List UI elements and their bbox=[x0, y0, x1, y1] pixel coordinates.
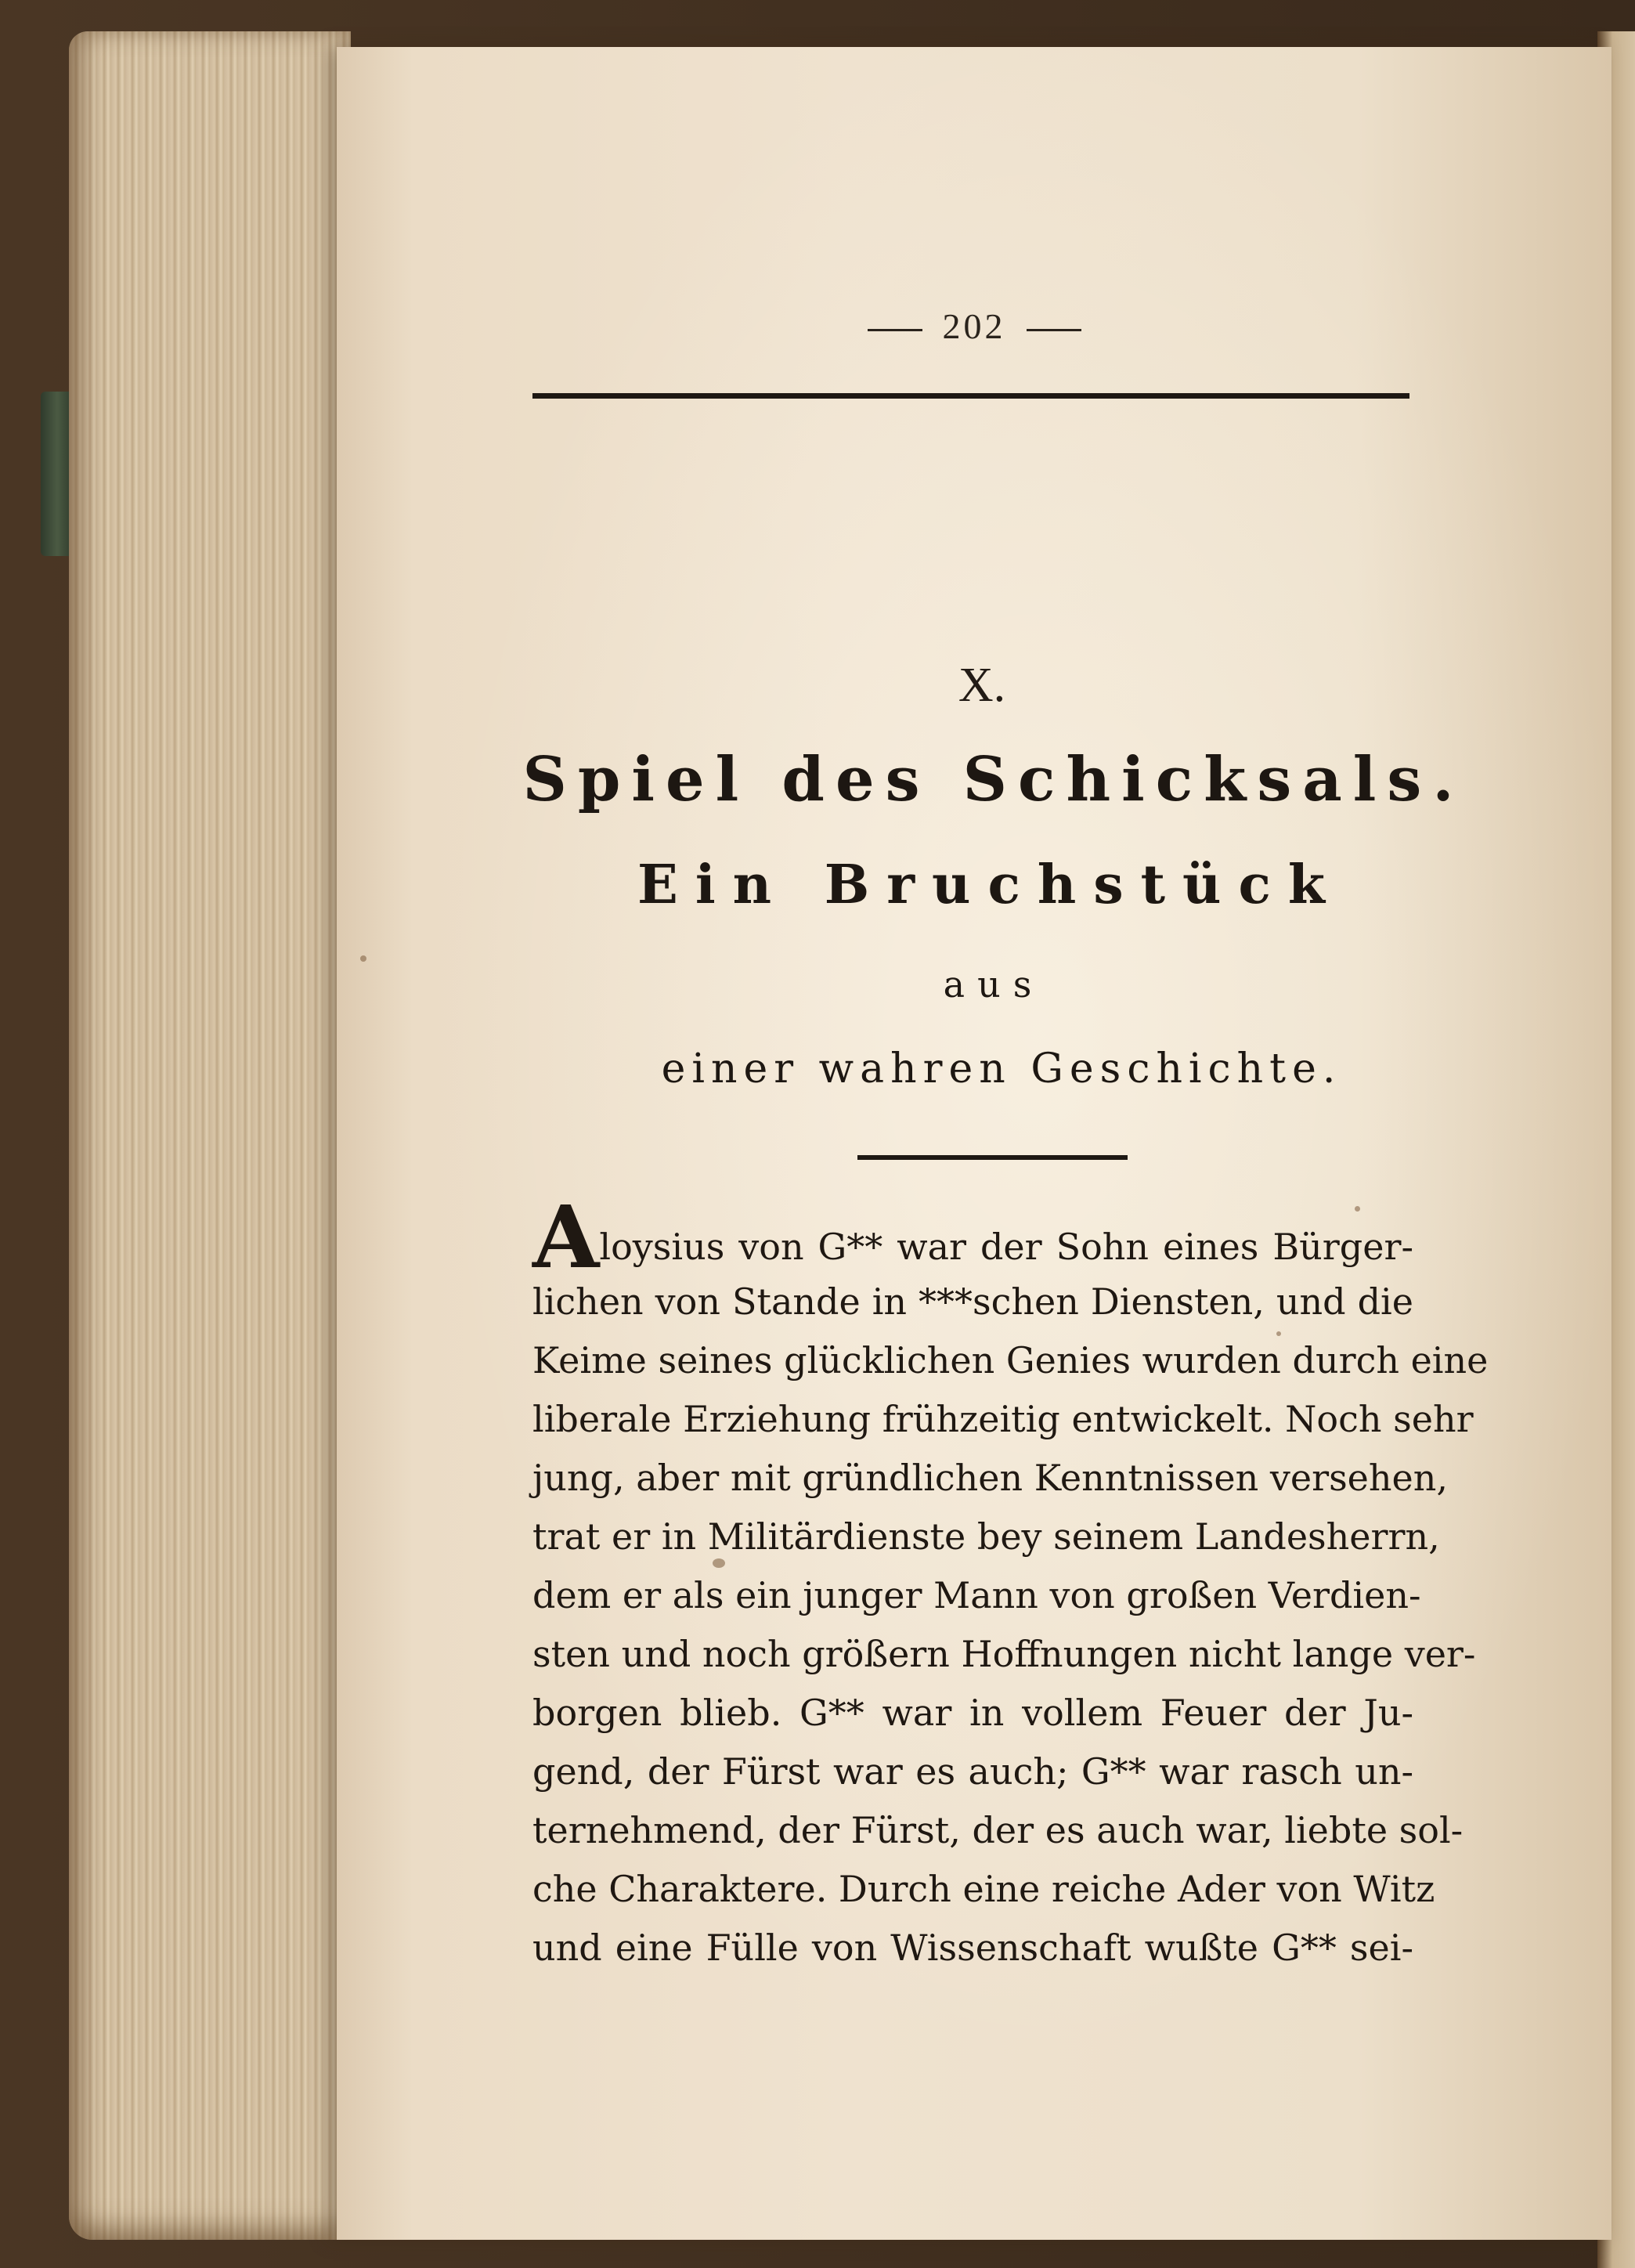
page-edges bbox=[69, 31, 351, 2240]
page-header bbox=[337, 305, 1612, 347]
paper-speck bbox=[1276, 1331, 1281, 1336]
body-line bbox=[532, 1860, 1435, 1919]
chapter-subtitle: Ein Bruchstück bbox=[637, 854, 1342, 916]
body-line-text: trat er in Militärdienste bey seinem Landesherrn, bbox=[532, 1515, 1440, 1558]
body-line-text: dem er als ein junger Mann von großen Verdien- bbox=[532, 1574, 1421, 1616]
chapter-subtitle-source: einer wahren Geschichte. bbox=[661, 1046, 1342, 1092]
body-line bbox=[532, 1186, 1413, 1287]
body-line-text: liberale Erziehung frühzeitig entwickelt. Noch sehr bbox=[532, 1398, 1474, 1440]
chapter-subtitle-connector: aus bbox=[943, 963, 1045, 1006]
body-line-text: che Charaktere. Durch eine reiche Ader von Witz bbox=[532, 1868, 1435, 1910]
paper-speck bbox=[1355, 1206, 1360, 1212]
chapter-title: Spiel des Schicksals. bbox=[522, 744, 1465, 815]
body-line-text: lichen von Stande in ***schen Diensten, und die bbox=[532, 1280, 1413, 1323]
body-line-text: gend, der Fürst war es auch; G** war rasch un- bbox=[532, 1750, 1413, 1793]
paper-speck bbox=[360, 955, 366, 962]
body-line bbox=[532, 1684, 1413, 1743]
book-page bbox=[337, 47, 1612, 2240]
page-number: 202 bbox=[942, 306, 1006, 346]
body-line-text: sten und noch größern Hoffnungen nicht lange ver- bbox=[532, 1633, 1476, 1675]
body-line bbox=[532, 1331, 1489, 1390]
title-rule bbox=[857, 1155, 1128, 1160]
body-line-text: und eine Fülle von Wissenschaft wußte G** sei- bbox=[532, 1927, 1413, 1969]
body-line bbox=[532, 1919, 1413, 1977]
chapter-number: X. bbox=[958, 659, 1006, 712]
body-line bbox=[532, 1508, 1440, 1566]
body-line bbox=[532, 1390, 1474, 1449]
body-line-text: Keime seines glücklichen Genies wurden durch eine bbox=[532, 1339, 1489, 1381]
body-line bbox=[532, 1801, 1464, 1860]
body-line bbox=[532, 1566, 1421, 1625]
body-line bbox=[532, 1743, 1413, 1801]
header-rule bbox=[532, 393, 1409, 399]
body-line-text: ternehmend, der Fürst, der es auch war, liebte sol- bbox=[532, 1809, 1464, 1851]
body-line bbox=[532, 1449, 1449, 1508]
body-text bbox=[532, 1186, 1489, 1977]
paper-speck bbox=[713, 1558, 725, 1568]
body-line bbox=[532, 1625, 1476, 1684]
body-line-text: jung, aber mit gründlichen Kenntnissen versehen, bbox=[532, 1457, 1449, 1499]
header-dash-right bbox=[1027, 329, 1081, 331]
drop-cap: A bbox=[532, 1186, 600, 1287]
body-line-text: loysius von G** war der Sohn eines Bürger- bbox=[599, 1226, 1413, 1268]
body-line-text: borgen blieb. G** war in vollem Feuer der Ju- bbox=[532, 1692, 1413, 1734]
header-dash-left bbox=[868, 329, 922, 331]
body-line bbox=[532, 1273, 1413, 1331]
